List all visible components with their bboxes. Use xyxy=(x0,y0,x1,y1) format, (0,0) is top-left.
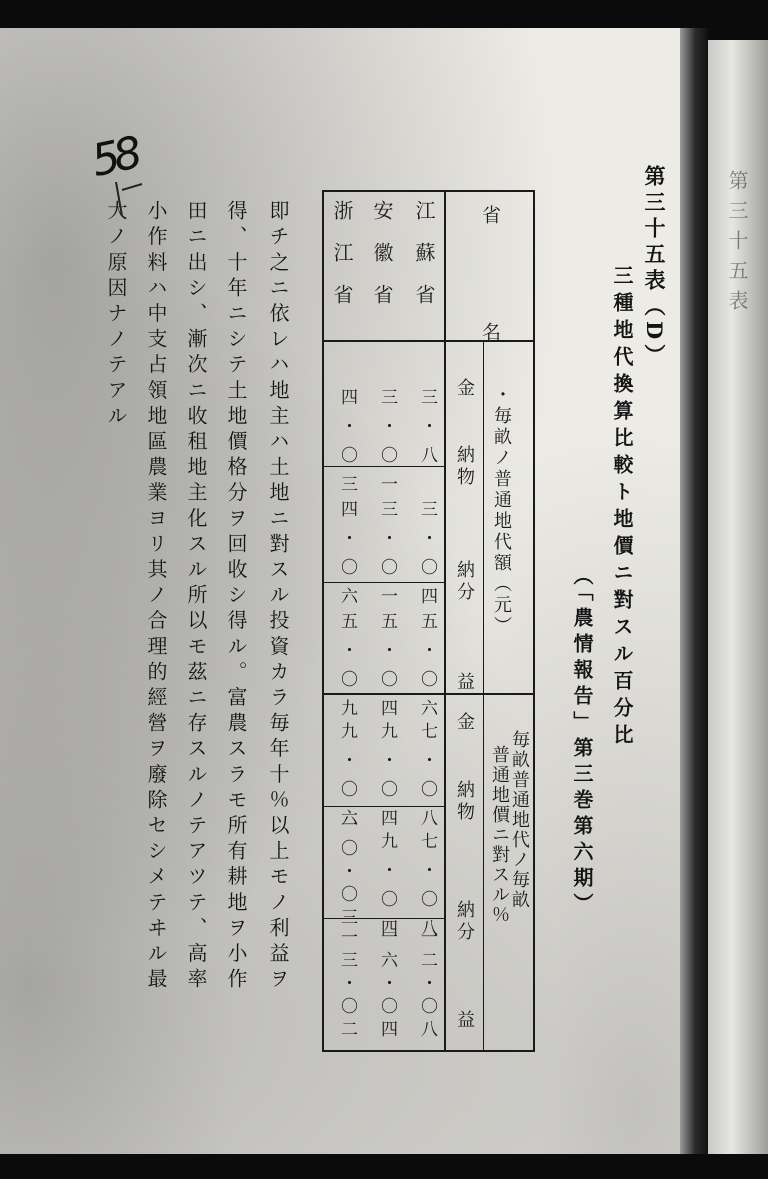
value-cell: 七・〇八 xyxy=(417,722,437,838)
body-text-line: 得、十年ニシテ土地價格分ヲ回收シ得ル。富農スラモ所有耕地ヲ小作 xyxy=(224,200,248,994)
table-source: （「農情報告」第三巻第六期） xyxy=(570,565,594,919)
bleed-through-text: 第三十五表 xyxy=(725,170,749,320)
value-cell: 三・八 xyxy=(417,388,437,475)
value-cell: 三・〇一 xyxy=(377,388,397,504)
table-title: 三種地代換算比較ト地價ニ對スル百分比 xyxy=(610,265,634,751)
value-cell: 七・〇八 xyxy=(417,832,437,948)
value-cell: 五・〇四 xyxy=(377,612,397,728)
table-border-left xyxy=(322,190,324,1052)
value-cell: 一三・〇二 xyxy=(337,928,357,1043)
table-border-top xyxy=(322,190,535,192)
sub-header-profit: 益 xyxy=(454,1010,475,1040)
province-column-header: 省 名 xyxy=(479,205,501,361)
sub-header-share: 納分 xyxy=(454,560,475,604)
table-divider-subheader xyxy=(483,340,484,1052)
rent-percent-header-b: 普通地價ニ對スル％ xyxy=(489,745,510,925)
rent-percent-header-a: 毎畝普通地代ノ毎畝 xyxy=(509,730,530,910)
value-cell: 九・〇六 xyxy=(337,722,357,838)
value-cell: 九・〇四 xyxy=(377,832,397,948)
value-cell: 九・〇四 xyxy=(377,722,397,838)
value-cell: 四・〇六 xyxy=(337,500,357,616)
handwritten-page-mark: 58 xyxy=(87,127,141,188)
body-text-line: 小作料ハ中支占領地區農業ヨリ其ノ合理的經營ヲ廢除セシメテヰル最 xyxy=(144,200,168,994)
sub-header-goods: 納物 xyxy=(454,780,475,824)
sub-header-money: 金 xyxy=(454,712,475,742)
province-anhui: 安徽省 xyxy=(370,200,394,326)
value-cell: 一〇・〇三 xyxy=(337,816,357,931)
table-divider-header xyxy=(444,190,446,1052)
body-text-line: 田ニ出シ、漸次ニ收租地主化スル所以モ茲ニ存スルノテアツテ、高率 xyxy=(184,200,208,994)
page-binding-shadow xyxy=(680,28,708,1154)
value-cell: 五・〇六 xyxy=(417,612,437,728)
rent-amount-header: ・毎畝ノ普通地代額（元） xyxy=(491,385,512,637)
value-cell: 三・〇四 xyxy=(417,500,437,616)
body-text-line: 即チ之ニ依レハ地主ハ土地ニ對スル投資カラ毎年十％以上モノ利益ヲ xyxy=(266,200,290,994)
table-border-right xyxy=(533,190,535,1052)
table-border-bottom xyxy=(322,1050,535,1052)
body-text-line: 大ノ原因ナノテアル xyxy=(104,200,128,431)
table-number: 第三十五表（D） xyxy=(642,165,667,371)
value-cell: 三・〇一 xyxy=(377,500,397,616)
province-zhejiang: 浙江省 xyxy=(330,200,354,326)
sub-header-share: 納分 xyxy=(454,900,475,944)
value-cell: 四・〇三 xyxy=(337,388,357,504)
value-cell: 一六・〇四 xyxy=(377,928,397,1043)
value-cell: 一二・〇八 xyxy=(417,928,437,1043)
sub-header-profit: 益 xyxy=(454,672,475,702)
handwritten-stroke-icon xyxy=(108,180,148,220)
sub-header-goods: 納物 xyxy=(454,445,475,489)
province-jiangsu: 江蘇省 xyxy=(412,200,436,326)
table-divider-province xyxy=(322,340,535,342)
sub-header-money: 金 xyxy=(454,378,475,408)
value-cell: 五・〇九 xyxy=(337,612,357,728)
